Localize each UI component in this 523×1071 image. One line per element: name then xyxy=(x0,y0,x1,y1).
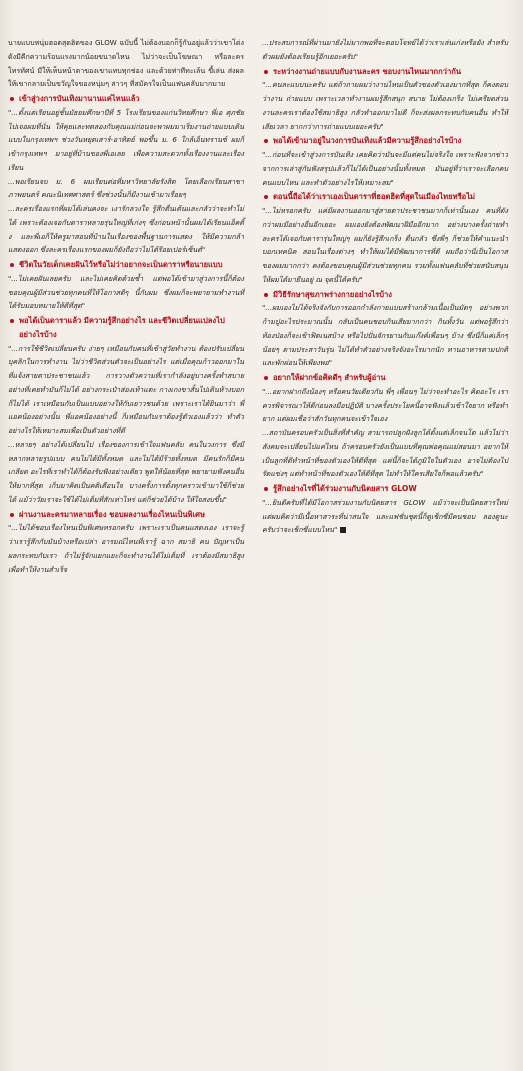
heading-text: ระหว่างงานถ่ายแบบกับงานละคร ชอบงานไหนมากกว่ากัน xyxy=(273,66,462,76)
left-quote: "...การใช้ชีวิตเปลี่ยนครับ ง่ายๆ เหมือนกับคนที่เข้าสู่วัยทำงาน ต้องปรับเปลี่ยนบุคลิกในการทำงาน ไม่ว่าชีวิตส่วนตัวจะเป็นอย่างไร แต่เมื่อคุณก้าวออกมาในที่แจ้งสายตาประชาชนแล้ว การวางตัวความที่เรากำลังอยู่บางครั้งทำสบายอย่างที่เคยทำมันก็ไม่ได้ อย่างกระเป๋าส่องเท้าแตะ กางเกงขาสั้นไปเดินห้างบอกก็ไม่ได้ เราเหมือนกับเป็นแบบอย่างให้กับเยาวชนด้วย เพราะเราได้ยินมาว่า พี่แอคน้องอย่างนั้น พี่แอคน้องอย่างนี้ ก็เหมือนกับเราต้องรู้ตัวเองแล้วว่า ทำตัวอย่างไรให้เหมาะสมเพื่อเป็นตัวอย่างที่ดี xyxy=(8,343,244,435)
left-quote: "...ไม่ได้ชอบเรื่องไหนเป็นพิเศษหรอกครับ เพราะเราเป็นคนแสดงเอง เราจะรู้ว่าเรารู้สึกกับมันบ้างหรือเปล่า อารมณ์ไหนที่เรารู้ ฉาก สมาธิ คน ปัญหาเป็นผลกระทบกับเรา ถ้าไม่รู้จักแยกแยะก็จะทำงานได้ไม่เต็มที่ เราต้องมีสมาธิสูงเพื่อทำให้งานสำเร็จ xyxy=(8,523,244,574)
right-quote: ...สถาบันครอบครัวเป็นสิ่งที่สำคัญ สามารถปลูกฝังลูกได้ตั้งแต่เล็กจนโต แล้วไม่ว่าสังคมจะเปลี่ยนไปแค่ไหน ถ้าครอบครัวยังเป็นแบบที่คุณพ่อคุณแม่สอนมา อยากให้เป็นลูกที่ดีทำหน้าที่ของตัวเองให้ดีที่สุด แค่นี้ก็จะได้ภูมิใจในตัวเอง อาจไม่ต้องไปรัดแข่งๆ แต่ทำหน้าที่ของตัวเองให้ดีที่สุด ไม่ทำให้ใครเสียใจก็พอแล้วครับ" xyxy=(262,428,508,479)
bullet-icon xyxy=(10,319,14,323)
heading-text: รู้สึกอย่างไรที่ได้ร่วมงานกับนิตยสาร GLOW xyxy=(273,484,417,493)
right-quote: "...ก่อนที่จะเข้าสู่วงการบันเทิง เคยคิดว่ามันจะมีแต่คนไม่จริงใจ เพราะฟังจากข่าว จากการเล่าสู่กันฟังสรุปแล้วก็ไม่ได้เป็นอย่างนั้นทั้งหมด มันอยู่ที่ว่าเราจะเลือกคบคนแบบไหน และทำตัวอย่างไรให้เหมาะสม" xyxy=(262,150,508,187)
left-quote: ...หลายๆ อย่างได้เปลี่ยนไป เรื่องของการเข้าใจแฟนคลับ คนในวงการ ซึ่งมีหลากหลายรูปแบบ คนไม่ได้มีทั้งหมด และไม่ได้มีร้ายทั้งหมด มีคนรักก็มีคนเกลียด อะไรที่เราทำได้ก็ต้องรับฟังอย่างเดียว พูดให้น้อยที่สุด พยายามฟังคนอื่นให้มากที่สุด เก็บมาคิดเป็นคติเตือนใจ บางครั้งการตั้งทุกคราวเข้ามาใช้ก็ช่วยได้ แม้ว่าวัยเราจะใช้ได้ไม่เต็มที่สักเท่าไหร่ แต่ก็ช่วยได้บ้าง ให้ใจสงบขึ้น" xyxy=(8,439,244,504)
left-heading xyxy=(8,508,244,522)
right-heading xyxy=(262,288,508,302)
heading-text: มีวิธีรักษาสุขภาพร่างกายอย่างไรบ้าง xyxy=(273,289,392,299)
right-quote: "...ยินดีครับที่ได้มีโอกาสร่วมงานกับนิตยสาร GLOW แม้ว่าจะเป็นนิตยสารใหม่ แต่ผมคิดว่ามีเนื้อหาสาระที่น่าสนใจ และแฟชั่นชุดนี้ก็ดูเช็กซี่มีคนชอบ ลองดูนะครับว่าจะเช็กซี่แบบไหน" xyxy=(262,497,508,535)
bullet-icon xyxy=(264,293,268,297)
heading-text: ตอนนี้ถือได้ว่าเราเองเป็นดาราที่ฮอตฮิตที่สุดในเมืองไทยหรือไม่ xyxy=(273,192,476,202)
right-quote: "...ผมเองไม่ได้จริงจังกับการออกกำลังกายแบบสร้างกล้ามเนื้อเป็นมัดๆ อย่างพวกก้ามปูอะไรประมาณนั้น กลับเป็นคนชอบกินเสียมากกว่า กินทั้งวัน แต่พอรู้สึกว่าท้องป่องก็จะเข้าฟิตเนสบ้าง หรือไปปั่นจักรยานกับแก๊งค์เพื่อนๆ บ้าง ซึ่งนี่ก็แค่เล็กๆ น้อยๆ ตามประสาวันรุ่น ไม่ได้ทำตัวอย่างจริงจังอะไรมากนัก ทานอาหารตามปกติ และพักผ่อนให้เพียงพอ" xyxy=(262,303,508,368)
left-heading xyxy=(8,92,244,106)
left-heading xyxy=(8,258,244,272)
bullet-icon xyxy=(264,376,268,380)
bullet-icon xyxy=(264,195,268,199)
right-quote: "...คนละแบบนะครับ แต่ถ้าถามผมว่างานไหนเป็นตัวของตัวเองมากที่สุด ก็คงตอบว่างาน ถ่ายแบบ เพราะเวลาทำงานผมรู้สึกสนุก สบาย ไม่ต้องเกร็ง ไม่เครียดส่วนงานละครเราต้องใช้สมาธิสูง กลัวทำออกมาไม่ดี ก็จะส่งผลกระทบกับคนอื่น ทำให้เสียเวลา ยากกว่าการถ่ายแบบเยอะครับ" xyxy=(262,80,508,131)
right-heading xyxy=(262,65,508,79)
left-intro-paragraph: นายแบบหนุ่มฮอตสุดฮิตของ GLOW ฉบับนี้ ไม่ต้องบอกก็รู้กันอยู่แล้วว่าเขาโด่งดังมีคีกความร้อนแรงมากน้อยขนาดไหน ไม่ว่าจะเป็นโฆษณา หรือละครโทรทัศน์ มีให้เห็นหน้าตาของเขาแทบทุกช่อง และด้วยท่าทีทะเล้น ขี้เล่น ส่งผลให้เขากลายเป็นขวัญใจของหนุ่มๆ สาวๆ ที่สมัครใจเป็นแฟนคลับมากมาย xyxy=(8,38,244,89)
left-quote: "...ไม่เคยฝันเลยครับ และไม่เคยคิดด้วยซ้ำ แต่พอได้เข้ามาสู่วงการนี้ก็ต้องขอบคุณผู้มีส่วนช่วยทุกคนที่ให้โอกาสดีๆ นี้กับผม ซึ่งผมก็จะพยายามทำงานที่ได้รับมอบหมายให้ดีที่สุด" xyxy=(8,273,244,311)
right-heading xyxy=(262,482,508,496)
right-column xyxy=(262,36,508,537)
end-of-article-icon xyxy=(340,527,346,533)
right-heading xyxy=(262,190,508,204)
heading-text: อยากให้ฝากข้อคิดดีๆ สำหรับผู้อ่าน xyxy=(273,373,386,382)
heading-text: พอได้เข้ามาอยู่ในวงการบันเทิงแล้วมีความรู้สึกอย่างไรบ้าง xyxy=(273,136,462,146)
heading-text: พอได้เป็นดาราแล้ว มีความรู้สึกอย่างไร และชีวิตเปลี่ยนแปลงไปอย่างไรบ้าง xyxy=(19,316,225,339)
bullet-icon xyxy=(264,139,268,143)
right-heading xyxy=(262,134,508,148)
right-quote: ...ประสบการณ์ที่ผ่านมายังไม่มากพอที่จะตอบโจทย์ได้ว่าเราเล่นเก่งหรือยัง สำหรับตัวผมยังต้องเรียนรู้อีกเยอะครับ" xyxy=(262,38,508,61)
left-column xyxy=(8,36,244,576)
bullet-icon xyxy=(10,513,14,517)
right-heading xyxy=(262,371,508,385)
bullet-icon xyxy=(10,263,14,267)
left-quote: "...ตั้งแต่เรียนอยู่ชั้นมัธยมศึกษาปีที่ 5 โรงเรียนของแก่นวิทยศึกษา พี่เอ ศุภชัย ไปเจอผมที่นั่น ให้คุยและทดลองกับคุณแม่ก่อนจะพาผมมาเริ่มงานถ่ายแบบเดินแบบในกรุงเทพฯ ช่วงวันหยุดเสาร์-อาทิตย์ พอขึ้น ม. 6 ใกล้เอ็นทรานซ์ ผมก็เข้ากรุงเทพฯ มาอยู่ที่บ้านของพี่เอเลย เพื่อความสะดวกทั้งเรื่องงานและเรื่องเรียน xyxy=(8,107,244,172)
heading-text: เข้าสู่วงการบันเทิงมานานแค่ไหนแล้ว xyxy=(19,94,140,103)
left-heading xyxy=(8,314,244,342)
heading-text: ชีวิตในวัยเด็กเคยฝันไว้หรือไม่ว่าอยากจะเป็นดาราหรือนายแบบ xyxy=(19,260,223,269)
heading-text: ผ่านงานละครมาหลายเรื่อง ชอบผลงานเรื่องไหนเป็นพิเศษ xyxy=(19,509,205,519)
right-quote: "...ไม่หรอกครับ แค่มีผลงานออกมาสู่สายตาประชาชนมากก็เท่านั้นเอง คนที่ดังกว่าผมมีอย่างอื่นอีกเยอะ ผมเองยังต้องพัฒนาฝีมืออีกมาก อย่างบางครั้งถ่ายทำละครได้เจอกับดารารุ่นใหญ่ๆ ผมก็ยังรู้สึกเกร็ง ตื่นกลัว ซึ่งพี่ๆ ก็ช่วยให้คำแนะนำ บอกเทคนิค สอนในเรื่องต่างๆ ทำให้ผมได้มีพัฒนาการที่ดี ผมถือว่านี่เป็นโอกาสของผมมากกว่า คงต้องขอบคุณผู้มีส่วนช่วยทุกคน รวมทั้งแฟนคลับที่ช่วยสนับสนุนให้ผมได้มายืนอยู่ ณ จุดนี้ได้ครับ" xyxy=(262,206,508,284)
bullet-icon xyxy=(264,70,268,74)
bullet-icon xyxy=(264,487,268,491)
left-quote: ...ละครเรื่องแรกที่ผมได้เล่นคงจะ เงารักลวงใจ รู้สึกตื่นเต้นและกลัวว่าจะทำไม่ได้ เพราะต้องเจอกับดาราหลายรุ่นใหญ่ที่เก่งๆ ซึ่งก่อนหน้านั้นผมได้เรียนแอ็คติ้ง และพี่เอก็ให้ครูมาสอนที่บ้านในเรื่องของพื้นฐานการแสดง ให้มีความกล้าแสดงออก ซึ่งละครเรื่องแรกของผมก็ยังถือว่าไม่ได้รีอยเปอร์เซ็นต์" xyxy=(8,204,244,255)
left-quote: ...พอเรียนจบ ม. 6 ผมเรียนต่อที่มหาวิทยาลัยรังสิต โดยเลือกเรียนสาขาภาพยนตร์ คณะนิเทศศาสตร์ ซึ่งช่วงนั้นก็มีงานเข้ามาเรื่อยๆ xyxy=(8,176,244,200)
bullet-icon xyxy=(10,97,14,101)
right-quote: "...อยากฝากถึงน้องๆ หรือคนวัยเดียวกัน พี่ๆ เพื่อนๆ ไม่ว่าจะทำอะไร คิดอะไร เราควรพิจารณาให้ดีก่อนลงมือปฏิบัติ บางครั้งประโยคนี้อาจฟังแล้วเข้าใจยาก หรือทำยาก แต่ผมเชื่อว่าสักวันทุกคนจะเข้าใจเอง xyxy=(262,386,508,424)
